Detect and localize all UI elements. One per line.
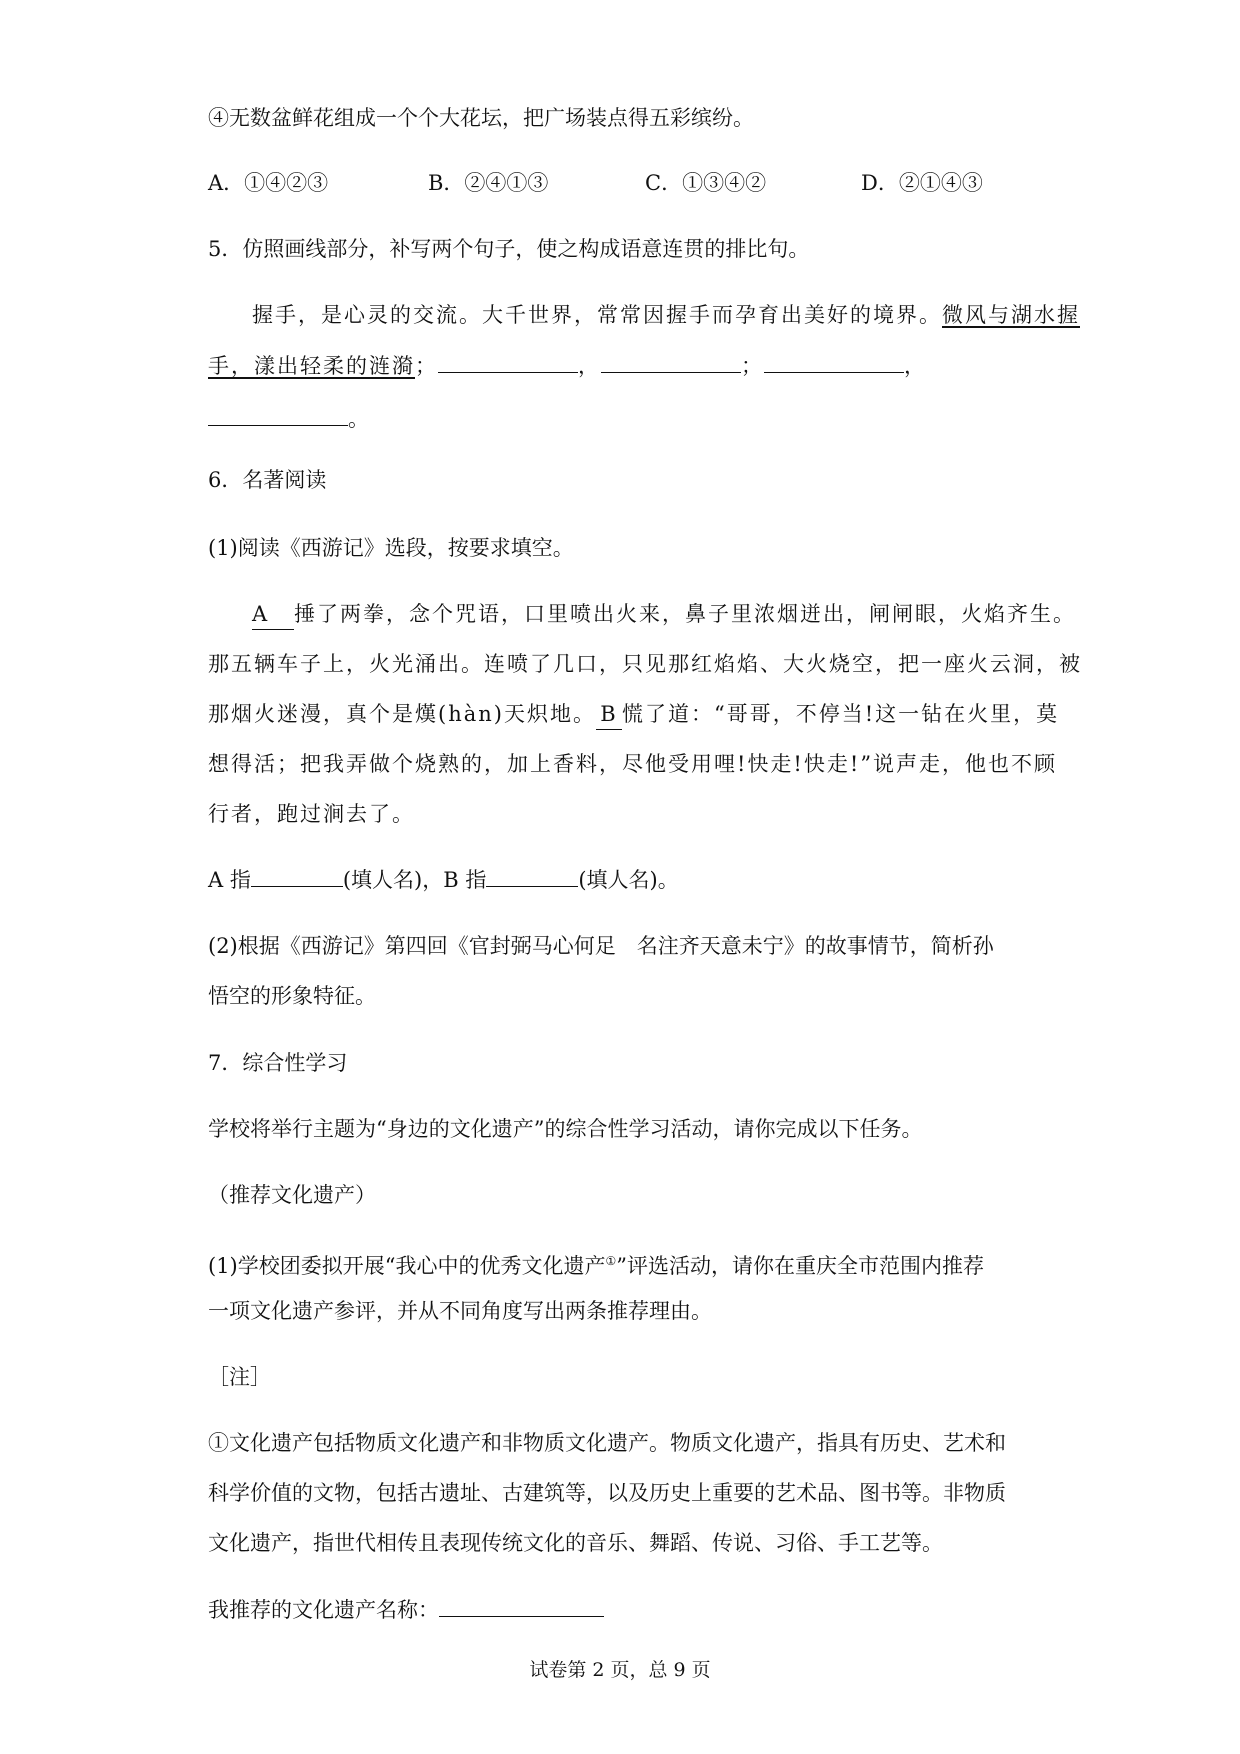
q6-title: 6．名著阅读 bbox=[208, 468, 327, 492]
q6-excerpt-line2: 那五辆车子上，火光涌出。连喷了几口，只见那红焰焰、大火烧空，把一座火云洞，被 bbox=[208, 652, 1082, 676]
q5-stem: 5．仿照画线部分，补写两个句子，使之构成语意连贯的排比句。 bbox=[208, 237, 810, 261]
q7-section: （推荐文化遗产） bbox=[208, 1183, 376, 1207]
q6-excerpt-line4: 想得活；把我弄做个烧熟的，加上香料，尽他受用哩!快走!快走!”说声走，他也不顾 bbox=[208, 752, 1058, 776]
q5-passage-line2: 手，漾出轻柔的涟漪； ， ； ， bbox=[208, 350, 1040, 381]
q6-sub2-line2: 悟空的形象特征。 bbox=[208, 984, 376, 1008]
q6-excerpt-line5: 行者，跑过涧去了。 bbox=[208, 802, 415, 826]
q7-sub1-line2: 一项文化遗产参评，并从不同角度写出两条推荐理由。 bbox=[208, 1299, 712, 1323]
q4-item4: ④无数盆鲜花组成一个个大花坛，把广场装点得五彩缤纷。 bbox=[208, 106, 754, 130]
q5-passage-line3: 。 bbox=[208, 403, 1040, 434]
q4-option-d: D．②①④③ bbox=[861, 171, 983, 195]
q7-recommend-line: 我推荐的文化遗产名称： bbox=[208, 1594, 1040, 1625]
q6-sub2-line1: (2)根据《西游记》第四回《官封弼马心何足 名注齐天意未宁》的故事情节，简析孙 bbox=[208, 934, 994, 958]
q7-title: 7．综合性学习 bbox=[208, 1051, 348, 1075]
q6-excerpt-line3: 那烟火迷漫，真个是熯(hàn)天炽地。 B 慌了道：“哥哥，不停当!这一钻在火里，莫 bbox=[208, 699, 1040, 730]
q7-intro: 学校将举行主题为“身边的文化遗产”的综合性学习活动，请你完成以下任务。 bbox=[208, 1117, 923, 1141]
q4-option-c: C．①③④② bbox=[645, 171, 767, 195]
footnote-marker: ① bbox=[605, 1254, 617, 1268]
q5-blank-2[interactable] bbox=[601, 350, 741, 373]
q7-recommend-blank[interactable] bbox=[439, 1594, 604, 1617]
q5-blank-1[interactable] bbox=[438, 350, 578, 373]
q6-fill-line: A 指 (填人名)，B 指 (填人名)。 bbox=[208, 864, 1040, 895]
q7-note-line1: ①文化遗产包括物质文化遗产和非物质文化遗产。物质文化遗产，指具有历史、艺术和 bbox=[208, 1431, 1006, 1455]
q6-label-b: B bbox=[596, 699, 622, 730]
q5-blank-4[interactable] bbox=[208, 403, 348, 426]
q7-sub1-line1: (1)学校团委拟开展“我心中的优秀文化遗产①”评选活动，请你在重庆全市范围内推荐 bbox=[208, 1254, 984, 1278]
page-footer: 试卷第 2 页，总 9 页 bbox=[529, 1659, 711, 1681]
q4-option-a: A．①④②③ bbox=[208, 171, 329, 195]
q6-blank-a[interactable] bbox=[251, 864, 343, 887]
q6-blank-b[interactable] bbox=[486, 864, 578, 887]
q5-blank-3[interactable] bbox=[764, 350, 904, 373]
q6-sub1: (1)阅读《西游记》选段，按要求填空。 bbox=[208, 536, 574, 560]
q5-passage-line1 bbox=[252, 300, 1080, 330]
q6-label-a: A bbox=[252, 599, 294, 630]
q7-note-line3: 文化遗产，指世代相传且表现传统文化的音乐、舞蹈、传说、习俗、手工艺等。 bbox=[208, 1531, 943, 1555]
q6-excerpt-line1: A 捶了两拳，念个咒语，口里喷出火来，鼻子里浓烟迸出，闸闸眼，火焰齐生。 bbox=[252, 599, 1040, 630]
q5-passage-plain: 握手，是心灵的交流。大千世界，常常因握手而孕育出美好的境界。 bbox=[252, 303, 942, 327]
q7-note-label: ［注］ bbox=[208, 1365, 271, 1389]
q5-underline-1: 微风与湖水握 bbox=[942, 303, 1080, 327]
q4-option-b: B．②④①③ bbox=[428, 171, 549, 195]
q7-note-line2: 科学价值的文物，包括古遗址、古建筑等，以及历史上重要的艺术品、图书等。非物质 bbox=[208, 1481, 1006, 1505]
q5-underline-2: 手，漾出轻柔的涟漪 bbox=[208, 354, 415, 378]
